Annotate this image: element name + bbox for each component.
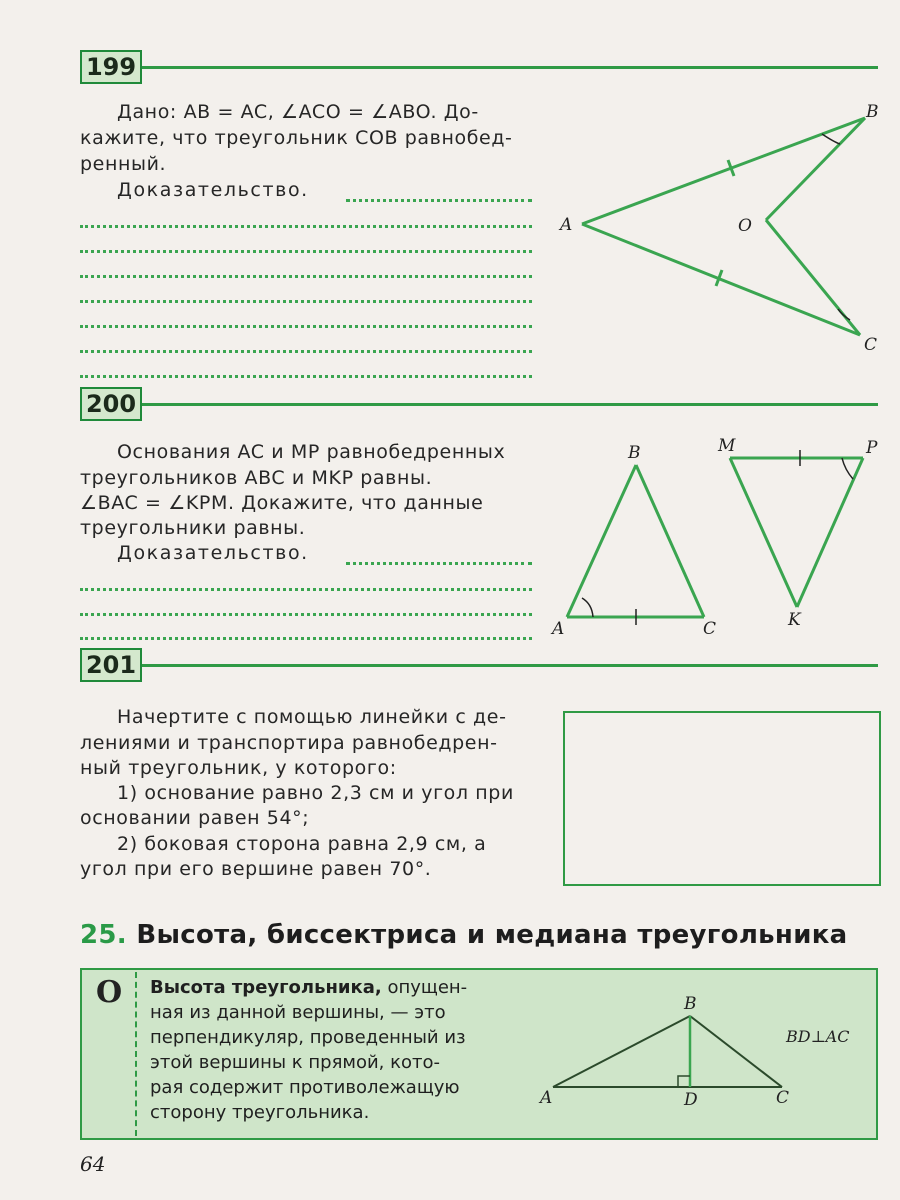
- label-o-199: O: [738, 216, 752, 236]
- side-KP: [797, 458, 863, 607]
- segment-OB: [766, 118, 865, 220]
- side-AB: [567, 465, 636, 617]
- definition-line-1: опущен-: [381, 977, 468, 998]
- side-AC: [582, 224, 860, 335]
- proof-label-200: Доказательство.: [117, 542, 309, 564]
- label-m-200: M: [718, 436, 736, 456]
- problem-number-200: 200: [80, 387, 142, 421]
- label-k-200: K: [788, 610, 801, 630]
- label-b-199: B: [866, 102, 879, 122]
- problem-200-text-4: треугольники равны.: [80, 517, 306, 539]
- problem-201-text-4: 1) основание равно 2,3 см и угол при: [117, 782, 514, 804]
- figure-altitude: [553, 1016, 782, 1087]
- side-BC: [690, 1016, 782, 1087]
- definition-line-3: перпендикуляр, проведенный из: [150, 1027, 466, 1048]
- problem-201-text-6: 2) боковая сторона равна 2,9 см, а: [117, 833, 487, 855]
- problem-200-text-1: Основания AC и MP равнобедренных: [117, 441, 506, 463]
- definition-line-4: этой вершины к прямой, кото-: [150, 1052, 441, 1073]
- side-AB: [553, 1016, 690, 1087]
- section-number: 25.: [80, 920, 127, 950]
- problem-201-text-7: угол при его вершине равен 70°.: [80, 858, 432, 880]
- angle-arc-a: [582, 598, 593, 617]
- label-c-altitude: C: [776, 1088, 790, 1108]
- problem-200-text-3: ∠BAC = ∠KPM. Докажите, что данные: [80, 492, 484, 514]
- right-angle-mark: [678, 1076, 690, 1087]
- page-number: 64: [80, 1152, 106, 1176]
- problem-number-201: 201: [80, 648, 142, 682]
- label-c-200: C: [703, 619, 717, 639]
- definition-marker: О: [96, 975, 123, 1010]
- definition-term: Высота треугольника,: [150, 977, 382, 998]
- problem-199-text-3: ренный.: [80, 153, 167, 175]
- side-BC: [636, 465, 704, 617]
- label-c-199: C: [864, 335, 878, 355]
- label-b-altitude: B: [684, 994, 697, 1014]
- definition-line-6: сторону треугольника.: [150, 1102, 370, 1123]
- proof-label-199: Доказательство.: [117, 179, 309, 201]
- label-a-199: A: [560, 215, 573, 235]
- problem-201-text-3: ный треугольник, у которого:: [80, 757, 397, 779]
- problem-201-text-5: основании равен 54°;: [80, 807, 310, 829]
- label-d-altitude: D: [684, 1090, 698, 1110]
- section-title-text: Высота, биссектриса и медиана треугольника: [136, 920, 848, 950]
- problem-199-text-1: Дано: AB = AC, ∠ACO = ∠ABO. До-: [117, 101, 479, 123]
- problem-199-text-2: кажите, что треугольник COB равнобед-: [80, 127, 513, 149]
- problem-201-text-2: лениями и транспортира равнобедрен-: [80, 732, 498, 754]
- side-MK: [730, 458, 797, 607]
- angle-arc-b: [822, 134, 840, 144]
- problem-number-199: 199: [80, 50, 142, 84]
- definition-line-5: рая содержит противолежащую: [150, 1077, 460, 1098]
- problem-201-text-1: Начертите с помощью линейки с де-: [117, 706, 507, 728]
- problem-200-text-2: треугольников ABC и MKP равны.: [80, 467, 433, 489]
- label-a-200: A: [552, 619, 565, 639]
- altitude-formula: BD⊥AC: [786, 1027, 850, 1046]
- figure-200: [567, 458, 863, 617]
- label-b-200: B: [628, 443, 641, 463]
- angle-arc-p: [842, 458, 853, 479]
- label-p-200: P: [866, 438, 878, 458]
- label-a-altitude: A: [540, 1088, 553, 1108]
- marks-200: [582, 450, 853, 625]
- definition-line-2: ная из данной вершины, — это: [150, 1002, 446, 1023]
- figure-199: [582, 118, 865, 335]
